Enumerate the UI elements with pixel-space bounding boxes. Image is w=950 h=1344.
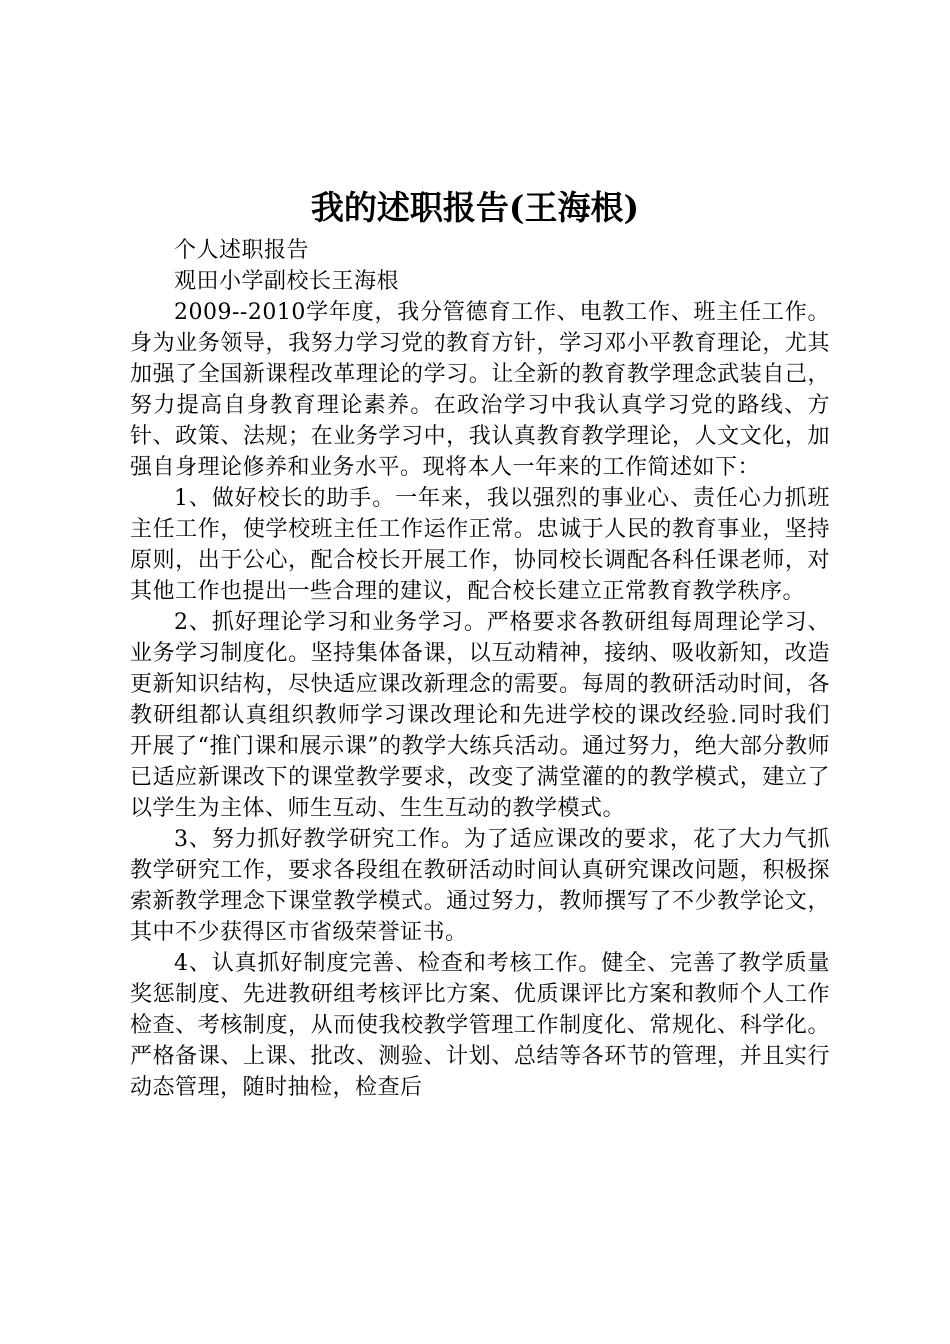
paragraph-item-3: 3、努力抓好教学研究工作。为了适应课改的要求，花了大力气抓教学研究工作，要求各段组在教研活动时间认真研究课改问题，积极探索新教学理念下课堂教学模式。通过努力，教师撰写了不少教学论文，其中不少获得区市省级荣誉证书。	[130, 827, 830, 945]
paragraph-item-2: 2、抓好理论学习和业务学习。严格要求各教研组每周理论学习、业务学习制度化。坚持集体备课，以互动精神，接纳、吸收新知，改造更新知识结构，尽快适应课改新理念的需要。每周的教研活动时间，各教研组都认真组织教师学习课改理论和先进学校的课改经验.同时我们开展了“推门课和展示课”的教学大练兵活动。通过努力，绝大部分教师已适应新课改下的课堂教学要求，改变了满堂灌的的教学模式，建立了以学生为主体、师生互动、生生互动的教学模式。	[130, 610, 830, 821]
document-title: 我的述职报告(王海根)	[310, 188, 640, 227]
paragraph-heading: 个人述职报告	[174, 238, 310, 263]
document-body	[130, 235, 830, 1103]
paragraph-item-4: 4、认真抓好制度完善、检查和考核工作。健全、完善了教学质量奖惩制度、先进教研组考核评比方案、优质课评比方案和教师个人工作检查、考核制度，从而使我校教学管理工作制度化、常规化、科学化。严格备课、上课、批改、测验、计划、总结等各环节的管理，并且实行动态管理，随时抽检，检查后	[130, 951, 830, 1100]
paragraph-intro: 2009--2010学年度，我分管德育工作、电教工作、班主任工作。身为业务领导，我努力学习党的教育方针，学习邓小平教育理论，尤其加强了全国新课程改革理论的学习。让全新的教育教学理念武装自己，努力提高自身教育理论素养。在政治学习中我认真学习党的路线、方针、政策、法规；在业务学习中，我认真教育教学理论，人文文化，加强自身理论修养和业务水平。现将本人一年来的工作简述如下：	[130, 300, 830, 480]
paragraph-item-1: 1、做好校长的助手。一年来，我以强烈的事业心、责任心力抓班主任工作，使学校班主任工作运作正常。忠诚于人民的教育事业，坚持原则，出于公心，配合校长开展工作，协同校长调配各科任课老师，对其他工作也提出一些合理的建议，配合校长建立正常教育教学秩序。	[130, 486, 830, 604]
paragraph-author: 观田小学副校长王海根	[174, 269, 400, 294]
